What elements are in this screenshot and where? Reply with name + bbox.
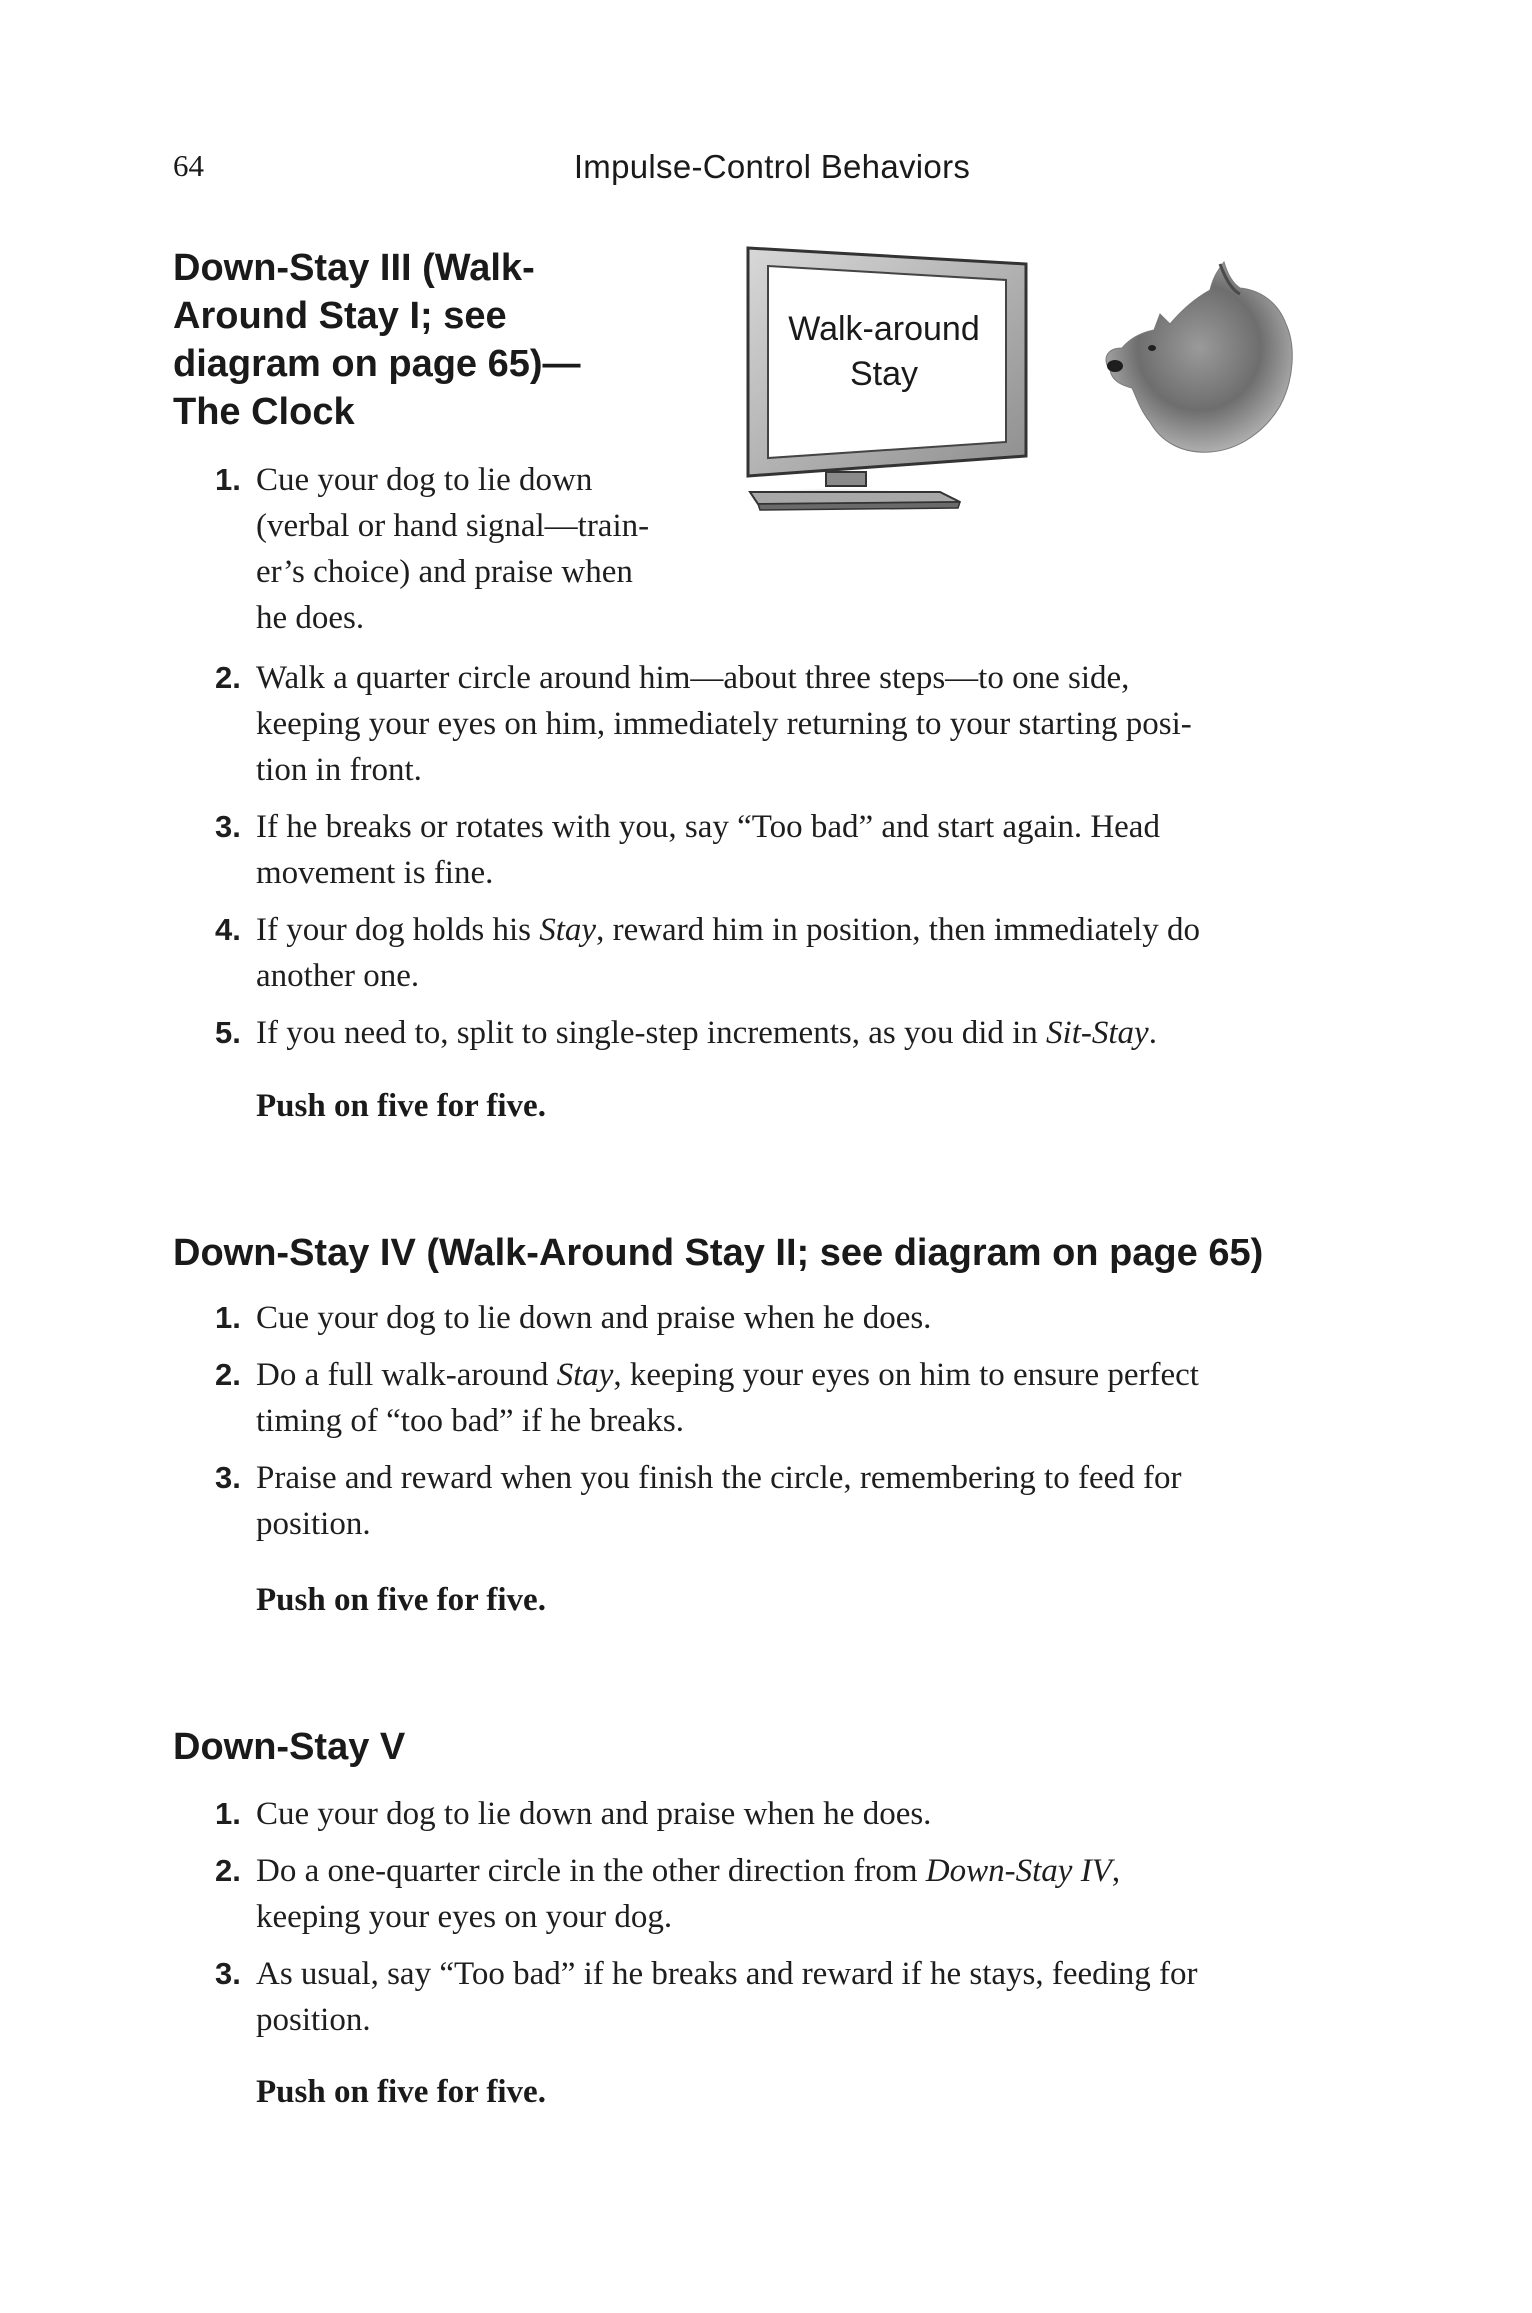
heading-line: Around Stay I; see — [173, 295, 507, 337]
step-emphasis: Down-Stay IV — [925, 1853, 1112, 1889]
list-item — [173, 1791, 1323, 1837]
step-line: timing of “too bad” if he breaks. — [256, 1403, 684, 1439]
push-note: Push on five for five. — [256, 2074, 546, 2110]
heading-line: The Clock — [173, 391, 355, 433]
step-line: (verbal or hand signal—train- — [256, 508, 650, 544]
step-number: 2. — [215, 660, 241, 695]
running-head — [0, 148, 1532, 186]
step-line: position. — [256, 1506, 371, 1542]
step-text: If your dog holds his — [256, 912, 540, 948]
section-heading-down-stay-iii — [173, 244, 643, 436]
step-text: . — [1148, 1015, 1157, 1051]
step-line: movement is fine. — [256, 855, 494, 891]
step-line — [256, 1352, 1323, 1398]
step-line: tion in front. — [256, 752, 422, 788]
step-number: 1. — [215, 462, 241, 497]
push-note: Push on five for five. — [256, 1088, 546, 1124]
step-emphasis: Stay — [539, 912, 597, 948]
step-number: 3. — [215, 809, 241, 844]
heading-line: Down-Stay III (Walk- — [173, 247, 535, 289]
list-item — [173, 1455, 1323, 1547]
step-number: 1. — [215, 1300, 241, 1335]
step-text: Do a one-quarter circle in the other direction from — [256, 1853, 926, 1889]
step-number: 3. — [215, 1460, 241, 1495]
list-item — [173, 1352, 1323, 1444]
step-line: keeping your eyes on your dog. — [256, 1899, 673, 1935]
step-line — [256, 1010, 1323, 1056]
step-text: , keeping your eyes on him to ensure perfect — [613, 1357, 1199, 1393]
monitor-icon — [745, 248, 1026, 510]
list-item — [173, 1010, 1323, 1056]
step-text: , — [1111, 1853, 1121, 1889]
page-number: 64 — [173, 148, 204, 183]
step-number: 3. — [215, 1956, 241, 1991]
section-heading-down-stay-v: Down-Stay V — [173, 1726, 406, 1768]
step-number: 5. — [215, 1015, 241, 1050]
monitor-label-line1: Walk-around — [788, 310, 980, 348]
step-number: 4. — [215, 912, 241, 947]
step-line: Cue your dog to lie down — [256, 462, 593, 498]
heading-line: diagram on page 65)— — [173, 343, 581, 385]
step-line: Cue your dog to lie down and praise when he does. — [256, 1300, 932, 1336]
step-line: If he breaks or rotates with you, say “Too bad” and start again. Head — [256, 809, 1160, 845]
step-line: position. — [256, 2002, 371, 2038]
steps-list-down-stay-iii-part2 — [173, 655, 1323, 1056]
list-item — [173, 457, 693, 641]
step-number: 2. — [215, 1357, 241, 1392]
step-line: another one. — [256, 958, 420, 994]
monitor-label-line2: Stay — [849, 355, 919, 393]
step-text: If you need to, split to single-step increments, as you did in — [256, 1015, 1047, 1051]
walk-around-stay-illustration — [740, 240, 1360, 520]
step-line: Cue your dog to lie down and praise when he does. — [256, 1796, 932, 1832]
list-item — [173, 804, 1323, 896]
steps-list-down-stay-iii-part1 — [173, 457, 693, 641]
list-item — [173, 1951, 1323, 2043]
step-line — [256, 907, 1323, 953]
step-text: , reward him in position, then immediately do — [596, 912, 1201, 948]
step-line — [256, 1848, 1323, 1894]
step-text: Do a full walk-around — [256, 1357, 557, 1393]
steps-list-down-stay-iv — [173, 1295, 1323, 1547]
list-item — [173, 907, 1323, 999]
step-line: keeping your eyes on him, immediately returning to your starting posi- — [256, 706, 1192, 742]
section-heading-down-stay-iv: Down-Stay IV (Walk-Around Stay II; see diagram on page 65) — [173, 1232, 1264, 1274]
step-number: 2. — [215, 1853, 241, 1888]
list-item — [173, 1848, 1323, 1940]
step-line: Praise and reward when you finish the circle, remembering to feed for — [256, 1460, 1182, 1496]
step-emphasis: Sit-Stay — [1046, 1015, 1149, 1051]
step-number: 1. — [215, 1796, 241, 1831]
step-line: Walk a quarter circle around him—about three steps—to one side, — [256, 660, 1130, 696]
list-item — [173, 655, 1323, 793]
dog-head-icon — [1106, 262, 1292, 452]
push-note: Push on five for five. — [256, 1582, 546, 1618]
list-item — [173, 1295, 1323, 1341]
steps-list-down-stay-v — [173, 1791, 1323, 2043]
step-line: As usual, say “Too bad” if he breaks and reward if he stays, feeding for — [256, 1956, 1198, 1992]
step-emphasis: Stay — [556, 1357, 614, 1393]
step-line: er’s choice) and praise when — [256, 554, 633, 590]
running-head-text: Impulse-Control Behaviors — [573, 148, 971, 185]
step-line: he does. — [256, 600, 365, 636]
